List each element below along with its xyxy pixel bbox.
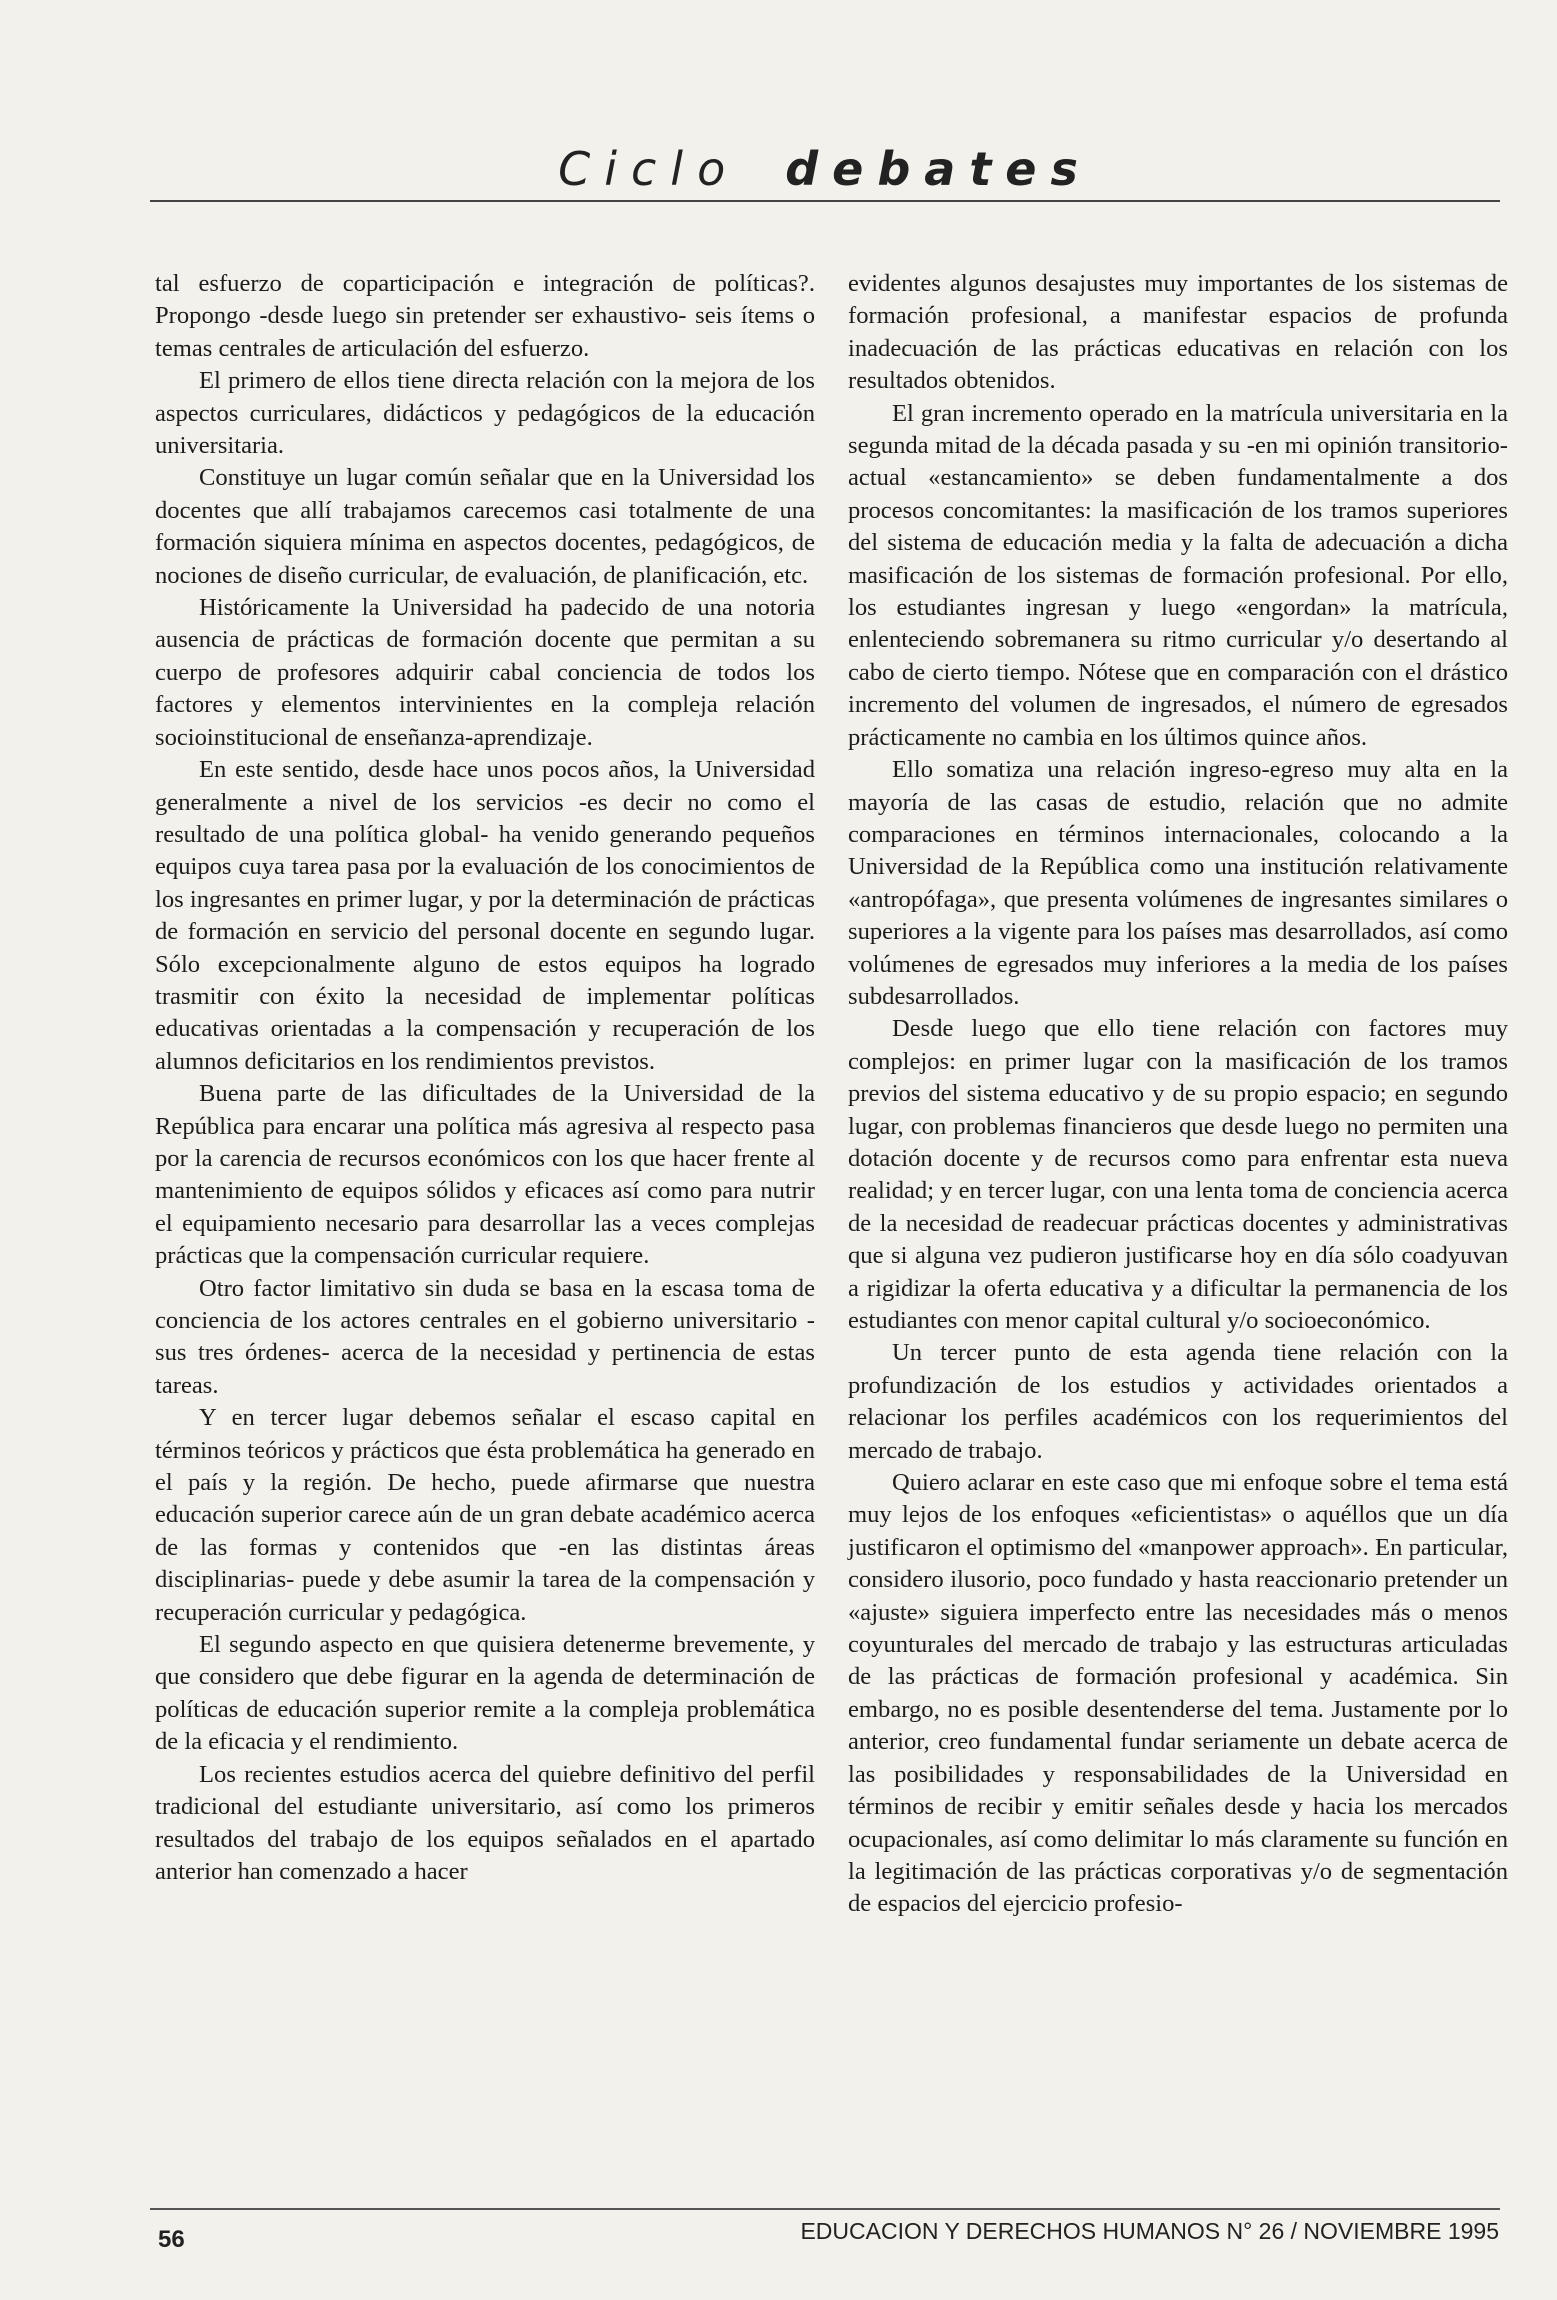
section-header-word-2: debates: [785, 142, 1092, 196]
running-footer: EDUCACION Y DERECHOS HUMANOS N° 26 / NOVIEMBRE 1995: [800, 2218, 1499, 2244]
paragraph: Ello somatiza una relación ingreso-egreso muy alta en la mayoría de las casas de estudio, relación que no admite comparaciones en términos internacionales, colocando a la Universidad de la República como una institución relativamente «antropófaga», que presenta volúmenes de ingresantes similares o superiores a la vigente para los países mas desarrollados, así como volúmenes de egresados muy inferiores a la media de los países subdesarrollados.: [848, 756, 1508, 1010]
paragraph: Otro factor limitativo sin duda se basa en la escasa toma de conciencia de los actores centrales en el gobierno universitario -sus tres órdenes- acerca de la necesidad y pertinencia de estas tareas.: [155, 1274, 815, 1399]
paragraph: Y en tercer lugar debemos señalar el escaso capital en términos teóricos y prácticos que ésta problemática ha generado en el país y la región. De hecho, puede afirmarse que nuestra educación superior carece aún de un gran debate académico acerca de las formas y contenidos que -en las distintas áreas disciplinarias- puede y debe asumir la tarea de la compensación y recuperación curricular y pedagógica.: [155, 1404, 815, 1626]
header-divider: [150, 200, 1500, 202]
paragraph: evidentes algunos desajustes muy importantes de los sistemas de formación profesional, a manifestar espacios de profunda inadecuación de las prácticas educativas en relación con los resultados obtenidos.: [848, 270, 1508, 395]
footer-divider: [150, 2208, 1500, 2210]
page-number: 56: [158, 2226, 185, 2253]
paragraph: Históricamente la Universidad ha padecido de una notoria ausencia de prácticas de formación docente que permitan a su cuerpo de profesores adquirir cabal conciencia de todos los factores y elementos intervinientes en la compleja relación socioinstitucional de enseñanza-aprendizaje.: [155, 594, 815, 751]
paragraph: Un tercer punto de esta agenda tiene relación con la profundización de los estudios y actividades orientados a relacionar los perfiles académicos con los requerimientos del mercado de trabajo.: [848, 1339, 1508, 1464]
left-text-column: [155, 268, 815, 1888]
paragraph: Constituye un lugar común señalar que en la Universidad los docentes que allí trabajamos carecemos casi totalmente de una formación siquiera mínima en aspectos docentes, pedagógicos, de nociones de diseño curricular, de evaluación, de planificación, etc.: [155, 464, 815, 589]
paragraph: Los recientes estudios acerca del quiebre definitivo del perfil tradicional del estudiante universitario, así como los primeros resultados del trabajo de los equipos señalados en el apartado anterior han comenzado a hacer: [155, 1760, 815, 1885]
paragraph: Desde luego que ello tiene relación con factores muy complejos: en primer lugar con la masificación de los tramos previos del sistema educativo y de su propio espacio; en segundo lugar, con problemas financieros que desde luego no permiten una dotación docente y de recursos como para enfrentar esta nueva realidad; y en tercer lugar, con una lenta toma de conciencia acerca de la necesidad de readecuar prácticas docentes y administrativas que si alguna vez pudieron justificarse hoy en día sólo coadyuvan a rigidizar la oferta educativa y a dificultar la permanencia de los estudiantes con menor capital cultural y/o socioeconómico.: [848, 1015, 1508, 1334]
paragraph: El segundo aspecto en que quisiera detenerme brevemente, y que considero que debe figurar en la agenda de determinación de políticas de educación superior remite a la compleja problemática de la eficacia y el rendimiento.: [155, 1631, 815, 1756]
paragraph: El gran incremento operado en la matrícula universitaria en la segunda mitad de la década pasada y su -en mi opinión transitorio- actual «estancamiento» se deben fundamentalmente a dos procesos concomitantes: la masificación de los tramos superiores del sistema de educación media y la falta de adecuación a dicha masificación de los sistemas de formación profesional. Por ello, los estudiantes ingresan y luego «engordan» la matrícula, enlenteciendo sobremanera su ritmo curricular y/o desertando al cabo de cierto tiempo. Nótese que en comparación con el drástico incremento del volumen de ingresados, el número de egresados prácticamente no cambia en los últimos quince años.: [848, 399, 1508, 751]
section-header: [150, 142, 1500, 196]
paragraph: tal esfuerzo de coparticipación e integración de políticas?. Propongo -desde luego sin pretender ser exhaustivo- seis ítems o temas centrales de articulación del esfuerzo.: [155, 270, 815, 362]
right-text-column: [848, 268, 1508, 1921]
paragraph: Quiero aclarar en este caso que mi enfoque sobre el tema está muy lejos de los enfoques «eficientistas» o aquéllos que un día justificaron el optimismo del «manpower approach». En particular, considero ilusorio, poco fundado y hasta reaccionario pretender un «ajuste» siguiera imperfecto entre las necesidades más o menos coyunturales del mercado de trabajo y las estructuras articuladas de las prácticas de formación profesional y académica. Sin embargo, no es posible desentenderse del tema. Justamente por lo anterior, creo fundamental fundar seriamente un debate acerca de las posibilidades y responsabilidades de la Universidad en términos de recibir y emitir señales desde y hacia los mercados ocupacionales, así como delimitar lo más claramente su función en la legitimación de las prácticas corporativas y/o de segmentación de espacios del ejercicio profesio-: [848, 1469, 1508, 1918]
section-header-word-1: Ciclo: [558, 142, 740, 196]
paragraph: Buena parte de las dificultades de la Universidad de la República para encarar una política más agresiva al respecto pasa por la carencia de recursos económicos con los que hacer frente al mantenimiento de equipos sólidos y eficaces así como para nutrir el equipamiento necesario para desarrollar las a veces complejas prácticas que la compensación curricular requiere.: [155, 1080, 815, 1270]
paragraph: El primero de ellos tiene directa relación con la mejora de los aspectos curriculares, didácticos y pedagógicos de la educación universitaria.: [155, 367, 815, 460]
paragraph: En este sentido, desde hace unos pocos años, la Universidad generalmente a nivel de los servicios -es decir no como el resultado de una política global- ha venido generando pequeños equipos cuya tarea pasa por la evaluación de los conocimientos de los ingresantes en primer lugar, y por la determinación de prácticas de formación en servicio del personal docente en segundo lugar. Sólo excepcionalmente alguno de estos equipos ha logrado trasmitir con éxito la necesidad de implementar políticas educativas orientadas a la compensación y recuperación de los alumnos deficitarios en los rendimientos previstos.: [155, 756, 815, 1075]
